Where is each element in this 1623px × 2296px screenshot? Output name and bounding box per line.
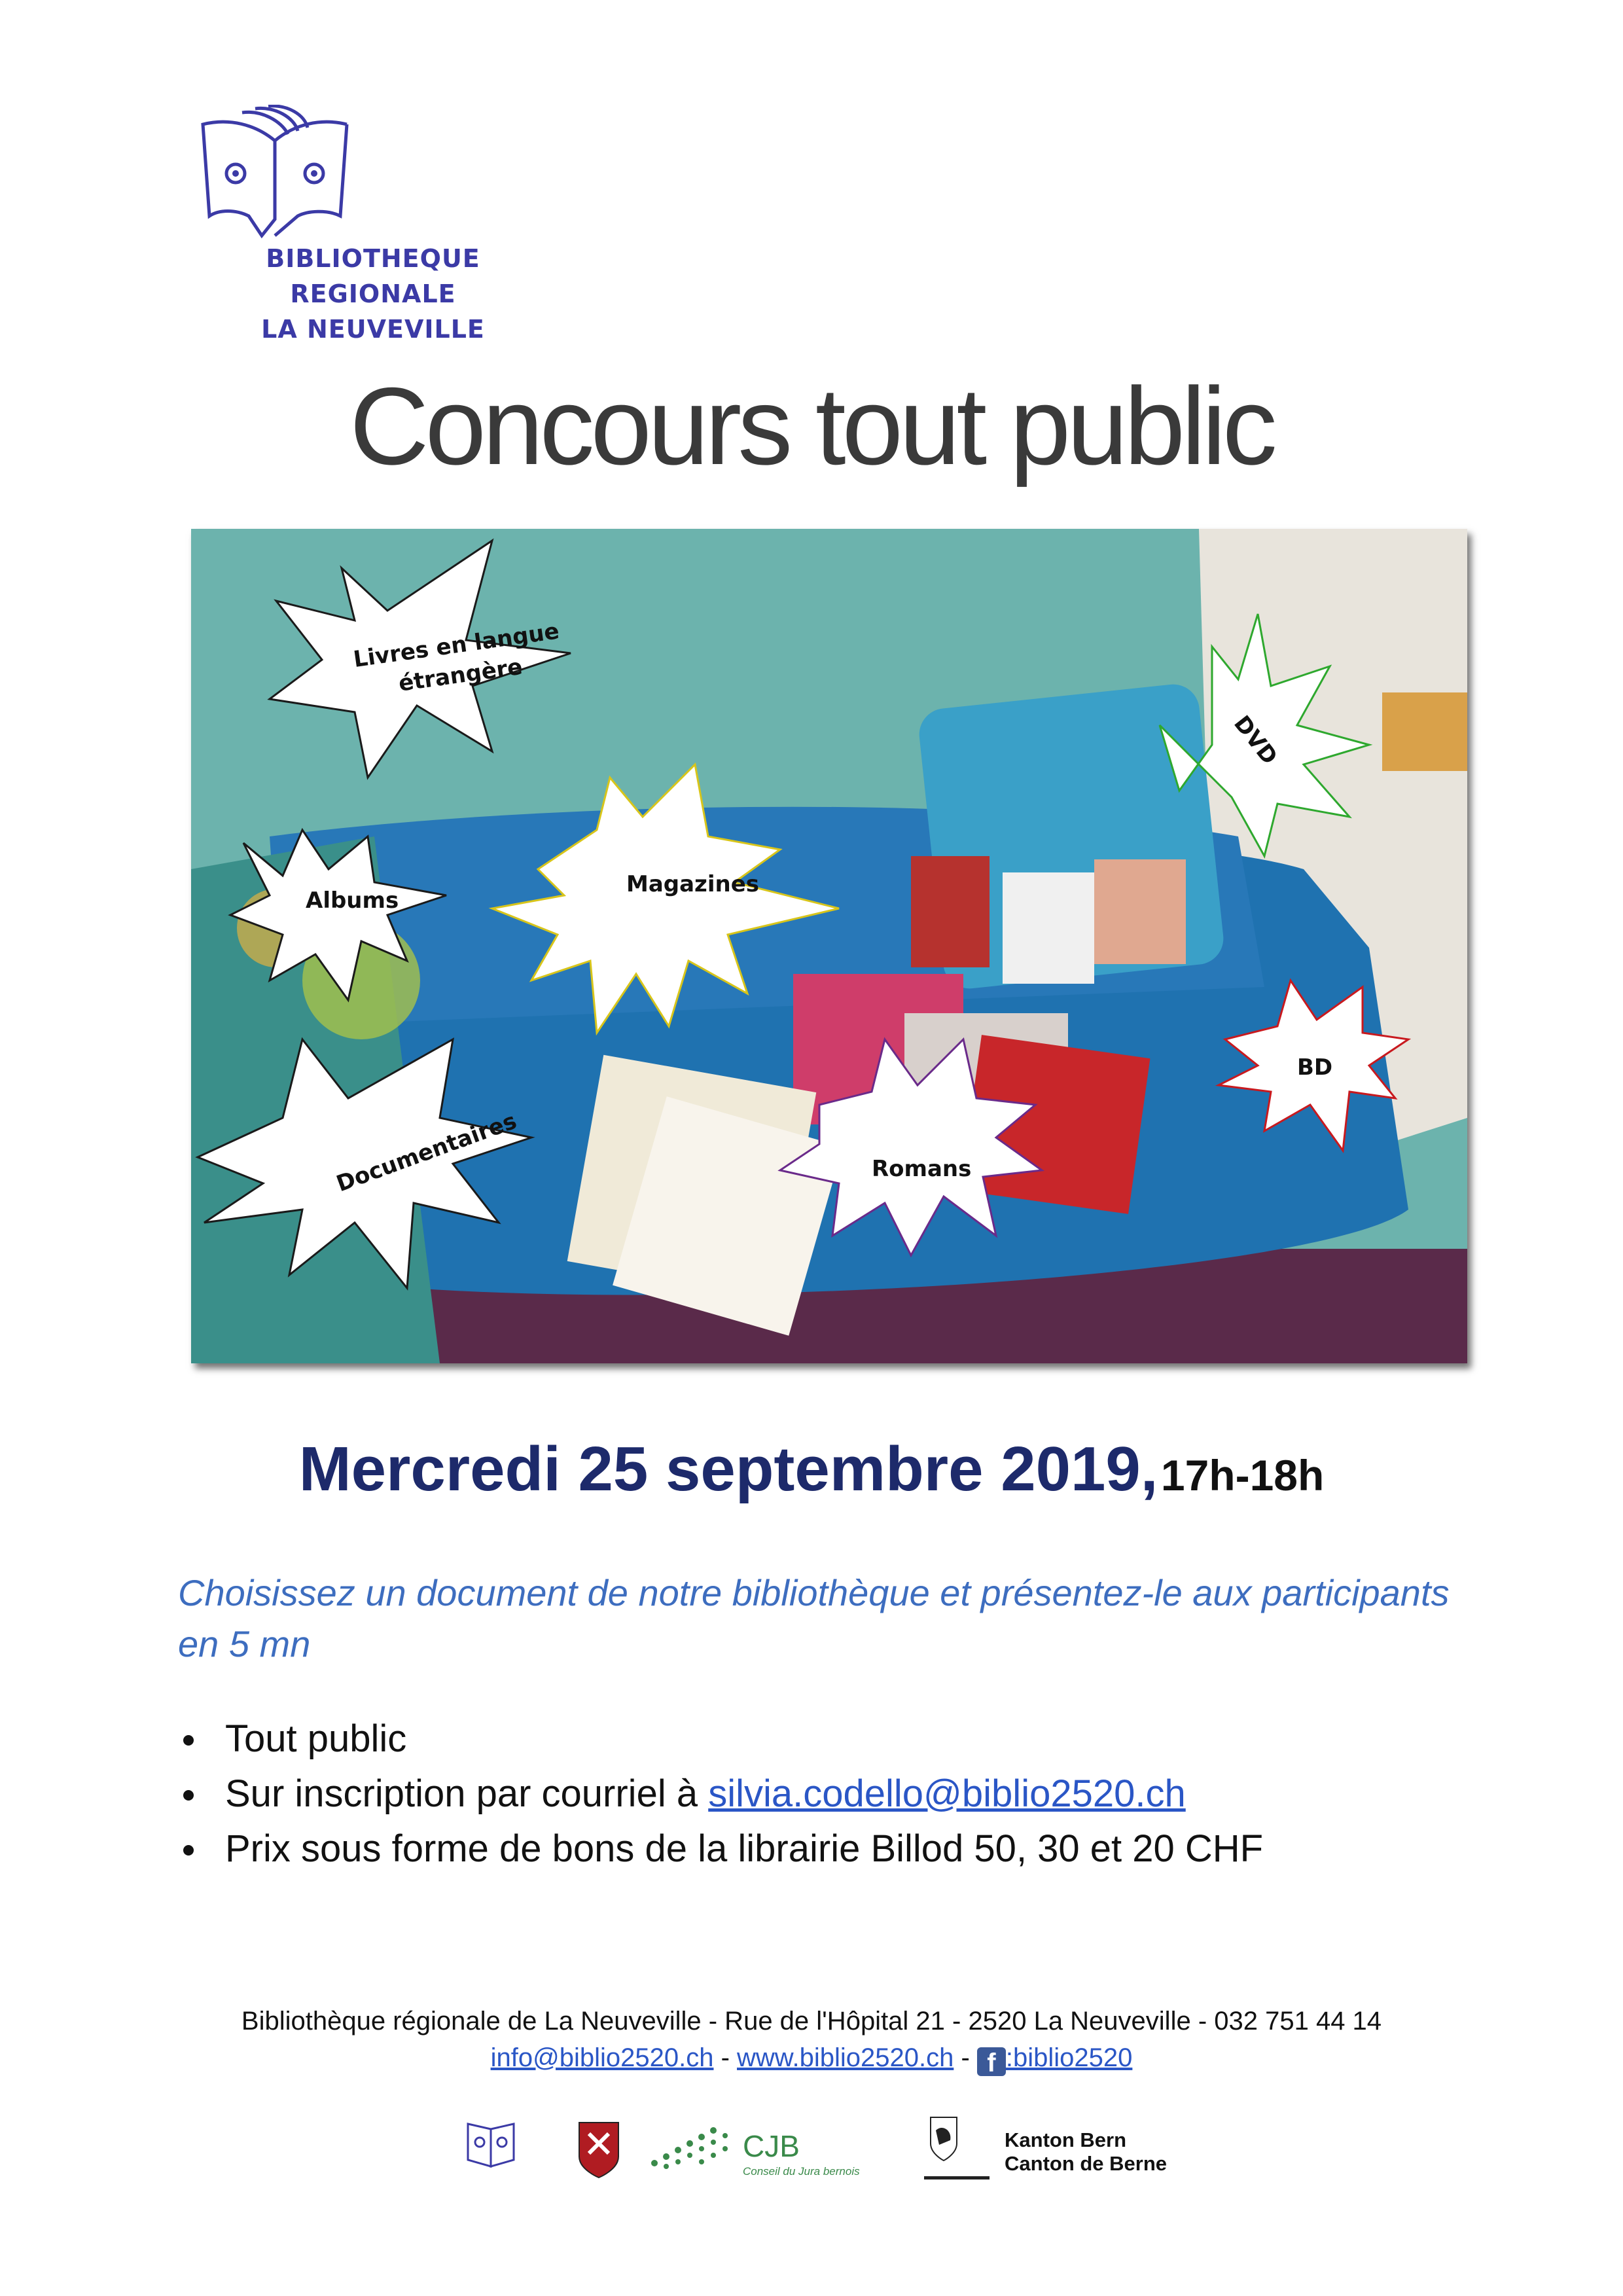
cjb-logo xyxy=(651,2127,728,2169)
burst-romans xyxy=(780,1039,1042,1255)
list-item xyxy=(178,1712,1552,1767)
burst-label-magazines: Magazines xyxy=(626,871,760,897)
list-item-text: Prix sous forme de bons de la librairie Billod 50, 30 et 20 CHF xyxy=(225,1827,1264,1870)
cjb-subtitle: Conseil du Jura bernois xyxy=(743,2165,860,2178)
kanton-bern-line1: Kanton Bern xyxy=(1005,2128,1126,2151)
footer-email-link[interactable]: info@biblio2520.ch xyxy=(490,2043,714,2072)
burst-label-documentaires: Documentaires xyxy=(332,1107,520,1198)
event-date-main: Mercredi 25 septembre 2019, xyxy=(298,1434,1158,1504)
kanton-bern-text xyxy=(1005,2128,1167,2176)
list-item xyxy=(178,1821,1552,1876)
sofa-photo xyxy=(191,529,1467,1363)
library-logo-text xyxy=(190,241,556,347)
logo-line2: LA NEUVEVILLE xyxy=(261,315,485,344)
facebook-icon[interactable]: f xyxy=(977,2047,1006,2076)
kanton-bern-line2: Canton de Berne xyxy=(1005,2152,1168,2175)
event-date xyxy=(0,1433,1623,1505)
list-item-text: Sur inscription par courriel à xyxy=(225,1772,709,1815)
registration-email-link[interactable]: silvia.codello@biblio2520.ch xyxy=(708,1772,1186,1815)
list-item-text: Tout public xyxy=(225,1717,407,1760)
footer-address: Bibliothèque régionale de La Neuveville - Rue de l'Hôpital 21 - 2520 La Neuveville - 032 751 44 14 xyxy=(241,2007,1382,2036)
page-title: Concours tout public xyxy=(349,365,1274,488)
footer-contacts xyxy=(0,2043,1623,2076)
logo-line1: BIBLIOTHEQUE REGIONALE xyxy=(266,244,480,308)
footer-separator: - xyxy=(954,2043,977,2072)
list-item xyxy=(178,1767,1552,1821)
burst-label-albums: Albums xyxy=(306,888,399,914)
neuveville-coat-of-arms xyxy=(579,2123,618,2178)
burst-label-bd: BD xyxy=(1297,1054,1333,1081)
library-small-logo xyxy=(468,2124,514,2166)
footer-separator: - xyxy=(713,2043,738,2072)
burst-label-dvd: DVD xyxy=(1228,711,1283,770)
lead-text: Choisissez un document de notre bibliothèque et présentez-le aux participants en 5 mn xyxy=(178,1572,1450,1664)
footer-facebook-link[interactable]: :biblio2520 xyxy=(1005,2043,1133,2072)
event-time: 17h-18h xyxy=(1160,1451,1325,1499)
footer-website-link[interactable]: www.biblio2520.ch xyxy=(737,2043,954,2072)
burst-label-romans: Romans xyxy=(872,1156,972,1182)
open-book-eyes-icon xyxy=(190,105,556,242)
cjb-text: CJB xyxy=(743,2129,800,2163)
bern-coat-of-arms xyxy=(924,2117,990,2179)
info-list xyxy=(178,1712,1552,1876)
burst-label-livres-text: Livres en langue étrangère xyxy=(351,618,561,697)
